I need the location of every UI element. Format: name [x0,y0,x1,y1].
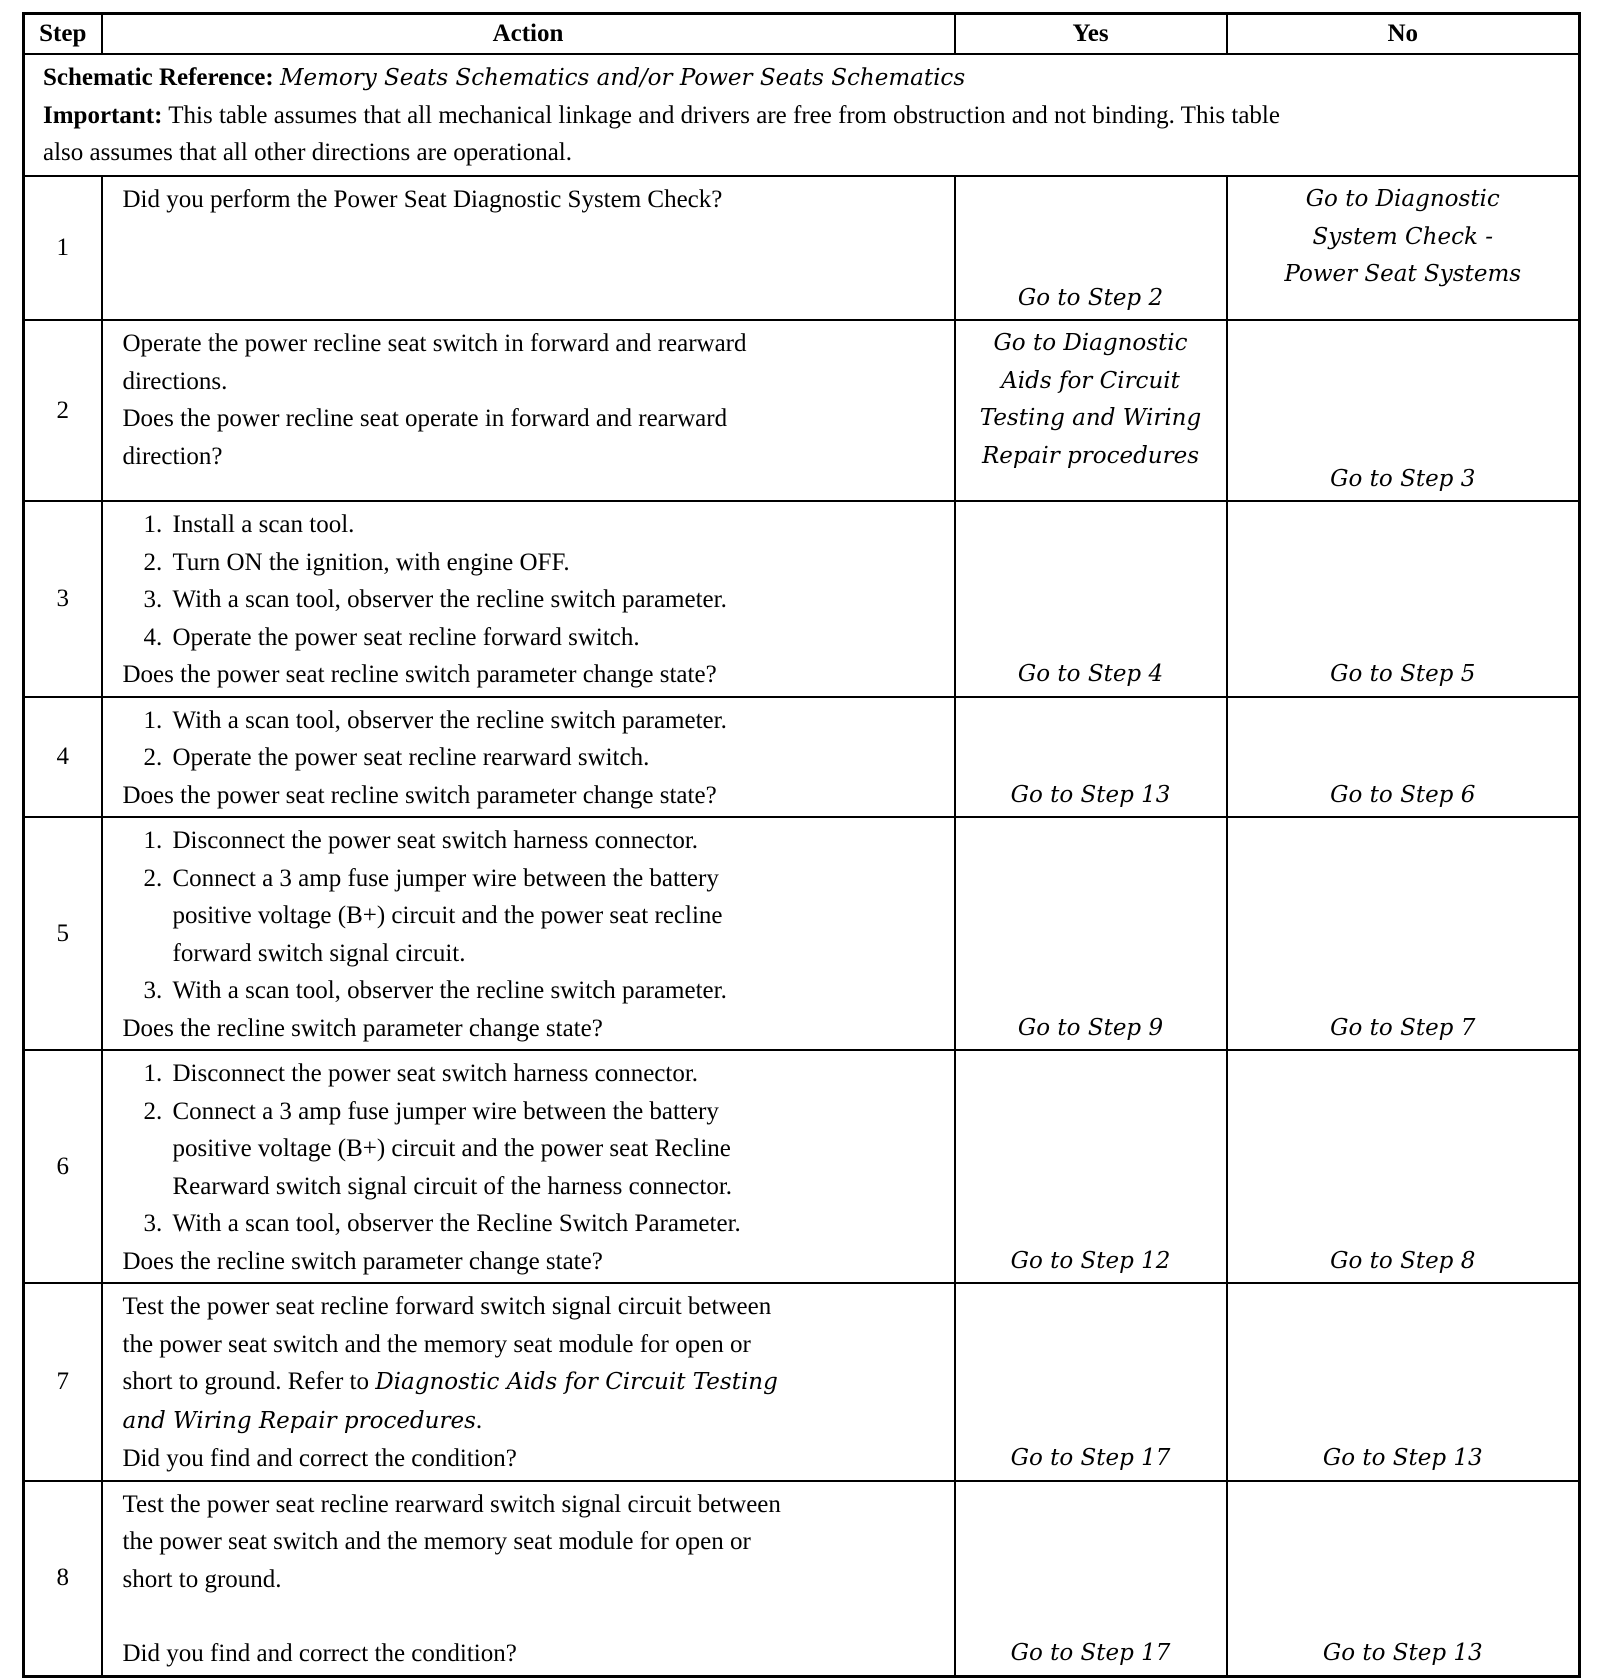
reference-row [24,54,1580,176]
yes-link-line: Aids for Circuit [1001,367,1180,394]
action-text: directions. [122,367,228,395]
no-cell [1227,817,1580,1050]
no-link[interactable] [1234,181,1573,294]
action-steps-list [123,822,942,1010]
action-steps-list [123,506,942,656]
yes-link[interactable]: Go to Step 17 [1010,1445,1171,1471]
step-number: 2 [24,320,102,501]
action-text: short to ground. [122,1565,282,1593]
no-cell [1227,1481,1580,1677]
no-link[interactable]: Go to Step 8 [1330,1247,1476,1274]
table-row [24,501,1580,697]
table-row [24,697,1580,818]
table-row [24,817,1580,1050]
action-step [169,1093,942,1206]
action-step-text: Connect a 3 amp fuse jumper wire between the battery [172,864,719,892]
yes-cell [955,817,1227,1050]
action-cell [102,1050,955,1283]
table-row [24,1283,1580,1481]
table-row [24,176,1580,320]
diagnostic-page [22,12,1578,1678]
yes-cell [955,1050,1227,1283]
no-link[interactable]: Go to Step 13 [1322,1445,1483,1471]
step-number: 8 [24,1481,102,1677]
action-text [123,1402,942,1441]
yes-link[interactable] [962,325,1220,475]
no-cell [1227,320,1580,501]
action-cell [102,320,955,501]
step-number: 4 [24,697,102,818]
action-text: the power seat switch and the memory seat module for open or [122,1330,751,1358]
step-number: 1 [24,176,102,320]
yes-cell [955,697,1227,818]
action-step-text: Connect a 3 amp fuse jumper wire between the battery [172,1097,719,1125]
yes-link[interactable]: Go to Step 9 [1017,1014,1164,1041]
action-cell [102,1481,955,1677]
action-cell [102,697,955,818]
no-cell [1227,1283,1580,1481]
header-yes: Yes [955,14,1227,55]
action-question: Does the power seat recline switch parameter change state? [122,661,717,688]
action-step: 1. Disconnect the power seat switch harness connector. [169,822,942,860]
action-cell [102,1283,955,1481]
action-step-text: Rearward switch signal circuit of the harness connector. [172,1172,733,1200]
important-text-line1: This table assumes that all mechanical linkage and drivers are free from obstruction and not binding. This table [168,102,1280,129]
action-steps-list [123,1055,942,1243]
table-row [24,1481,1580,1677]
no-cell [1227,176,1580,320]
header-action: Action [102,14,955,55]
spacer [123,1598,942,1635]
header-step: Step [24,14,102,55]
action-text [123,1363,942,1402]
action-question: Did you find and correct the condition? [122,1445,517,1472]
action-step: 1. Disconnect the power seat switch harness connector. [169,1055,942,1093]
yes-link[interactable]: Go to Step 13 [1010,781,1171,808]
no-link-line: System Check - [1312,223,1493,250]
yes-cell [955,176,1227,320]
yes-cell [955,1283,1227,1481]
step-number: 5 [24,817,102,1050]
action-step: 1. With a scan tool, observer the recline switch parameter. [169,702,942,740]
action-text: Test the power seat recline rearward switch signal circuit between [122,1490,781,1518]
action-step: 3. With a scan tool, observer the recline switch parameter. [169,972,942,1010]
action-question: Does the recline switch parameter change state? [122,1247,603,1275]
action-step [169,860,942,973]
no-link[interactable]: Go to Step 3 [1330,465,1476,492]
no-link[interactable]: Go to Step 7 [1330,1014,1476,1041]
yes-cell [955,501,1227,697]
action-text: Test the power seat recline forward switch signal circuit between [122,1293,772,1320]
no-link-line: Power Seat Systems [1284,261,1522,287]
diagnostic-aids-link[interactable]: and Wiring Repair procedures [122,1407,476,1434]
action-question: Did you find and correct the condition? [122,1640,517,1667]
action-step-text: positive voltage (B+) circuit and the power seat Recline [172,1135,731,1162]
action-question: Does the power seat recline switch parameter change state? [122,781,717,809]
action-step-text: forward switch signal circuit. [172,939,466,967]
action-cell [102,176,955,320]
table-row [24,320,1580,501]
yes-link[interactable]: Go to Step 17 [1010,1640,1171,1666]
yes-link-line: Testing and Wiring [979,405,1202,431]
no-cell [1227,697,1580,818]
important-note [43,97,1568,134]
no-link[interactable]: Go to Step 13 [1322,1640,1483,1666]
yes-cell [955,320,1227,501]
diagnostic-table [22,12,1581,1678]
action-cell [102,817,955,1050]
action-text-fragment: . [475,1406,483,1434]
action-step: 1. Install a scan tool. [169,506,942,544]
no-link-line: Go to Diagnostic [1305,186,1500,212]
action-question: Does the recline switch parameter change state? [122,1014,603,1042]
action-step-text: positive voltage (B+) circuit and the power seat recline [172,902,723,929]
no-cell [1227,501,1580,697]
action-text: the power seat switch and the memory seat module for open or [122,1528,751,1555]
action-step: 2. Operate the power seat recline rearward switch. [169,739,942,777]
header-no: No [1227,14,1580,55]
yes-cell [955,1481,1227,1677]
diagnostic-aids-link[interactable]: Diagnostic Aids for Circuit Testing [375,1369,778,1395]
important-label: Important: [43,102,163,129]
step-number: 3 [24,501,102,697]
action-question: Does the power recline seat operate in forward and rearward [122,405,728,432]
action-step: 3. With a scan tool, observer the recline switch parameter. [169,581,942,619]
step-number: 6 [24,1050,102,1283]
yes-link[interactable]: Go to Step 12 [1010,1247,1171,1274]
action-text: Did you perform the Power Seat Diagnostic System Check? [122,186,723,213]
no-link[interactable]: Go to Step 6 [1330,781,1476,808]
schematic-reference [43,59,1568,97]
action-text-fragment: short to ground. Refer to [122,1368,376,1395]
action-text: Operate the power recline seat switch in forward and rearward [122,330,747,357]
step-number: 7 [24,1283,102,1481]
action-steps-list [123,702,942,777]
action-question: direction? [122,442,223,470]
action-cell [102,501,955,697]
action-step: 3. With a scan tool, observer the Recline Switch Parameter. [169,1205,942,1243]
yes-link[interactable]: Go to Step 4 [1017,661,1164,687]
action-step: 4. Operate the power seat recline forward switch. [169,619,942,657]
yes-link-line: Go to Diagnostic [993,330,1188,356]
reference-cell [24,54,1580,176]
yes-link-line: Repair procedures [981,442,1200,469]
important-text-line2: also assumes that all other directions are operational. [43,139,572,166]
schematic-reference-label: Schematic Reference: [43,64,274,91]
table-header-row [24,14,1580,55]
schematic-reference-link[interactable]: Memory Seats Schematics and/or Power Seats Schematics [279,65,966,91]
no-link[interactable]: Go to Step 5 [1330,661,1476,687]
yes-link[interactable]: Go to Step 2 [1017,284,1164,311]
action-step: 2. Turn ON the ignition, with engine OFF. [169,544,942,582]
table-row [24,1050,1580,1283]
no-cell [1227,1050,1580,1283]
